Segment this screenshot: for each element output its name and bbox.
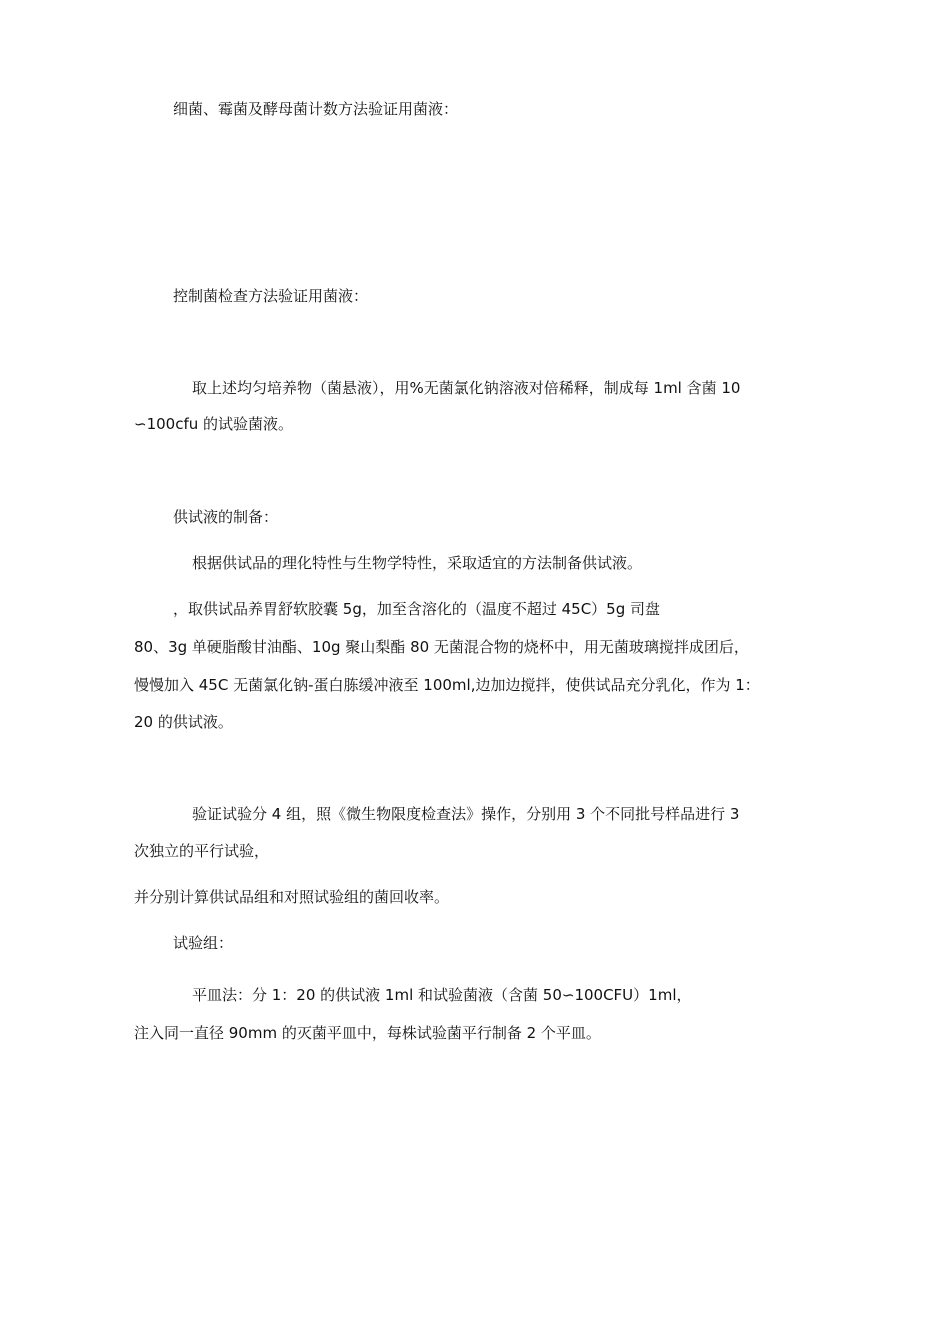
paragraph-line: 80、3g 单硬脂酸甘油酯、10g 聚山梨酯 80 无菌混合物的烧杯中，用无菌玻璃搅拌成团后，	[134, 638, 749, 656]
paragraph-line: 次独立的平行试验，	[134, 842, 270, 860]
paragraph-line: 并分别计算供试品组和对照试验组的菌回收率。	[134, 888, 450, 906]
paragraph-line: 慢慢加入 45C 无菌氯化钠-蛋白胨缓冲液至 100ml,边加边搅拌，使供试品充分乳化，作为 1：	[134, 676, 760, 694]
paragraph-line: 平皿法：分 1：20 的供试液 1ml 和试验菌液（含菌 50∽100CFU）1ml，	[192, 986, 692, 1004]
heading-control-bacteria-check: 控制菌检查方法验证用菌液：	[173, 287, 369, 305]
paragraph-line: ，取供试品养胃舒软胶囊 5g，加至含溶化的（温度不超过 45C）5g 司盘	[173, 600, 660, 618]
heading-bacteria-mold-yeast-count: 细菌、霉菌及酵母菌计数方法验证用菌液：	[173, 100, 459, 118]
heading-test-group: 试验组：	[173, 934, 234, 952]
paragraph-line: 取上述均匀培养物（菌悬液），用%无菌氯化钠溶液对倍稀释，制成每 1ml 含菌 10	[192, 379, 741, 397]
heading-test-solution-prep: 供试液的制备：	[173, 508, 279, 526]
paragraph-line: ∽100cfu 的试验菌液。	[134, 415, 294, 433]
paragraph-line: 20 的供试液。	[134, 713, 233, 731]
paragraph-line: 验证试验分 4 组，照《微生物限度检查法》操作，分别用 3 个不同批号样品进行 3	[192, 805, 740, 823]
paragraph-line: 根据供试品的理化特性与生物学特性，采取适宜的方法制备供试液。	[192, 554, 643, 572]
paragraph-line: 注入同一直径 90mm 的灭菌平皿中，每株试验菌平行制备 2 个平皿。	[134, 1024, 601, 1042]
